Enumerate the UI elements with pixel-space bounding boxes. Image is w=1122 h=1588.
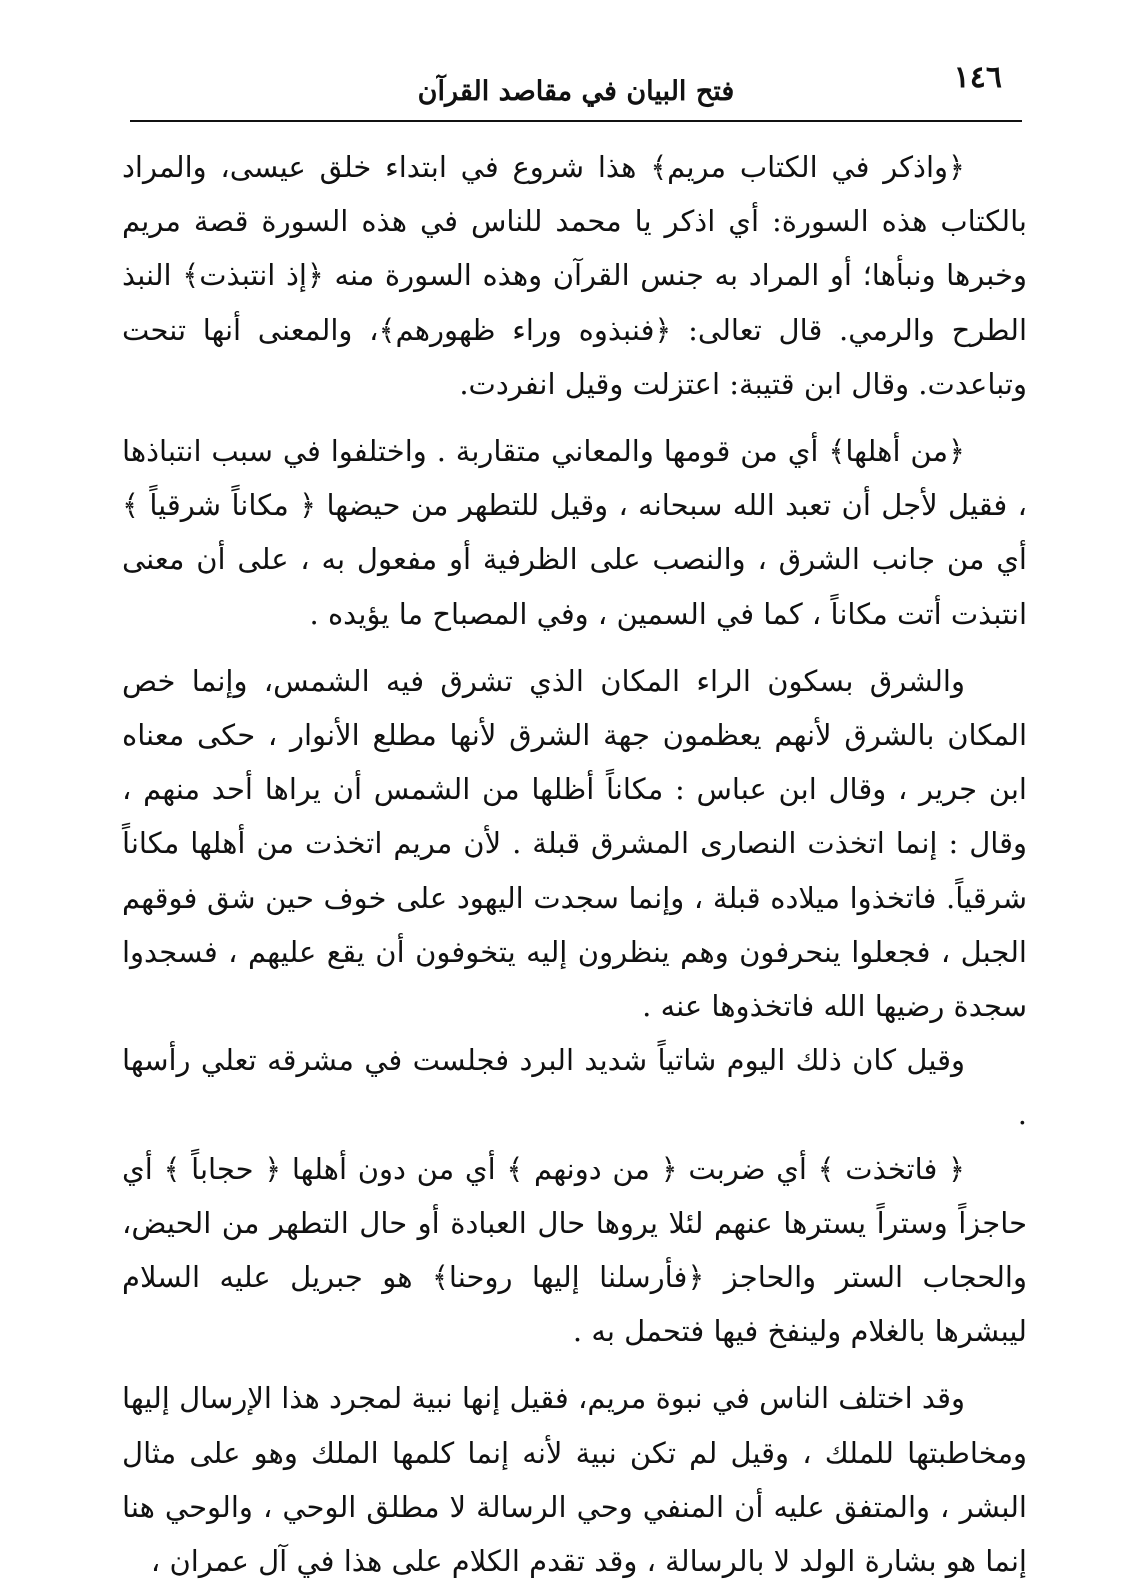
header-rule — [130, 120, 1022, 122]
paragraph: ﴿من أهلها﴾ أي من قومها والمعاني متقاربة . واختلفوا في سبب انتباذها ، فقيل لأجل أن تعبد الله سبحانه ، وقيل للتطهر من حيضها ﴿ مكاناً شرقياً ﴾ أي من جانب الشرق ، والنصب على الظرفية أو مفعول به ، على أن معنى انتبذت أتت مكاناً ، كما في السمين ، وفي المصباح ما يؤيده . — [122, 434, 1027, 631]
paragraph: والشرق بسكون الراء المكان الذي تشرق فيه الشمس، وإنما خص المكان بالشرق لأنهم يعظمون جهة الشرق لأنها مطلع الأنوار ، حكى معناه ابن جرير ، وقال ابن عباس : مكاناً أظلها من الشمس أن يراها أحد منهم ، وقال : إنما اتخذت النصارى المشرق قبلة . لأن مريم اتخذت من أهلها مكاناً شرقياً. فاتخذوا ميلاده قبلة ، وإنما سجدت اليهود على خوف حين شق فوقهم الجبل ، فجعلوا ينحرفون وهم ينظرون إليه يتخوفون أن يقع عليهم ، فسجدوا سجدة رضيها الله فاتخذوها عنه . — [122, 663, 1027, 1024]
paragraph: وقيل كان ذلك اليوم شاتياً شديد البرد فجلست في مشرقه تعلي رأسها . — [122, 1043, 1027, 1132]
page-number: ١٤٦ — [953, 60, 1002, 95]
paragraph: ﴿ فاتخذت ﴾ أي ضربت ﴿ من دونهم ﴾ أي من دون أهلها ﴿ حجاباً ﴾ أي حاجزاً وستراً يسترها عنهم لئلا يروها حال العبادة أو حال التطهر من الحيض، والحجاب الستر والحاجز ﴿فأرسلنا إليها روحنا﴾ هو جبريل عليه السلام ليبشرها بالغلام ولينفخ فيها فتحمل به . — [122, 1151, 1027, 1349]
body-text — [122, 140, 1027, 1588]
paragraph: وقد اختلف الناس في نبوة مريم، فقيل إنها نبية لمجرد هذا الإرسال إليها ومخاطبتها للملك ، وقيل لم تكن نبية لأنه إنما كلمها الملك وهو على مثال البشر ، والمتفق عليه أن المنفي وحي الرسالة لا مطلق الوحي ، والوحي هنا إنما هو بشارة الولد لا بالرسالة ، وقد تقدم الكلام على هذا في آل عمران ، — [122, 1381, 1027, 1579]
paragraph: ﴿واذكر في الكتاب مريم﴾ هذا شروع في ابتداء خلق عيسى، والمراد بالكتاب هذه السورة: أي اذكر يا محمد للناس في هذه السورة قصة مريم وخبرها ونبأها؛ أو المراد به جنس القرآن وهذه السورة منه ﴿إذ انتبذت﴾ النبذ الطرح والرمي. قال تعالى: ﴿فنبذوه وراء ظهورهم﴾، والمعنى أنها تنحت وتباعدت. وقال ابن قتيبة: اعتزلت وقيل انفردت. — [122, 150, 1027, 401]
running-title: فتح البيان في مقاصد القرآن — [417, 76, 735, 107]
page-header — [130, 58, 1022, 114]
